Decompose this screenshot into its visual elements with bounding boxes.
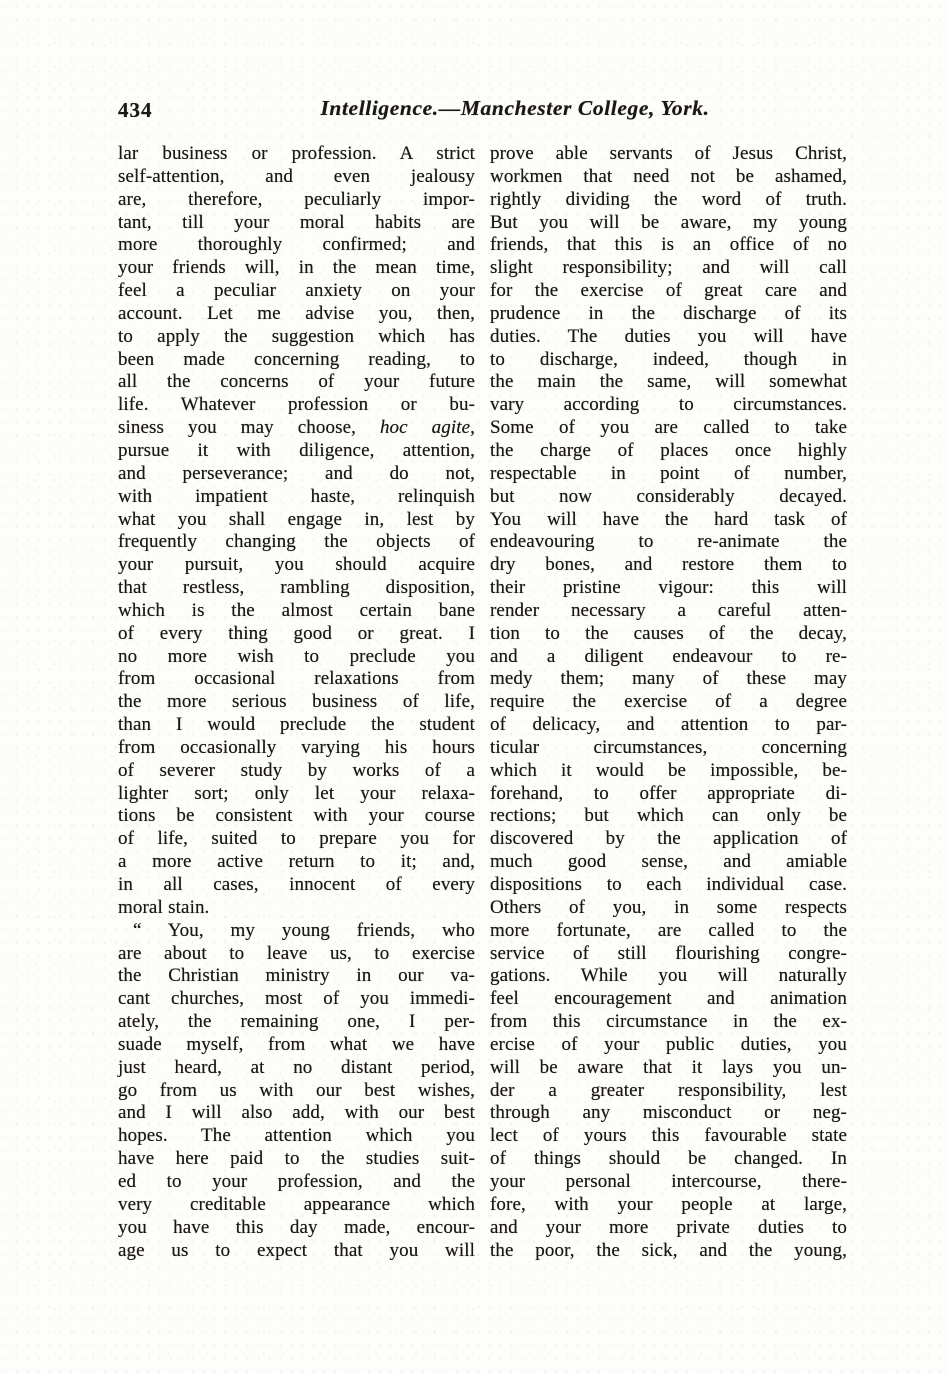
text-line <box>118 486 475 509</box>
text-segment: Some of you are called to take <box>490 417 847 439</box>
text-segment: and perseverance; and do not, <box>118 462 475 484</box>
text-line <box>118 920 475 943</box>
text-segment: slight responsibility; and will call <box>490 257 847 279</box>
text-line <box>118 691 475 714</box>
text-segment: a more active return to it; and, <box>118 851 475 873</box>
text-line <box>490 303 847 326</box>
text-segment: from this circumstance in the ex- <box>490 1011 847 1033</box>
text-line <box>118 737 475 760</box>
text-segment: your personal intercourse, there- <box>490 1170 847 1192</box>
text-line <box>490 600 847 623</box>
text-line <box>118 714 475 737</box>
text-segment: vary according to circumstances. <box>490 394 847 416</box>
text-segment: suade myself, from what we have <box>118 1033 475 1055</box>
text-line <box>490 1217 847 1240</box>
text-segment: will be aware that it lays you un- <box>490 1056 847 1078</box>
text-line <box>490 988 847 1011</box>
text-line <box>490 212 847 235</box>
text-segment: account. Let me advise you, then, <box>118 302 475 324</box>
text-segment: fore, with your people at large, <box>490 1193 847 1215</box>
text-line <box>490 1125 847 1148</box>
text-line <box>490 668 847 691</box>
text-line <box>118 212 475 235</box>
text-segment: your pursuit, you should acquire <box>118 554 475 576</box>
text-segment: “ You, my young friends, who <box>133 919 475 941</box>
text-line <box>490 349 847 372</box>
text-segment: than I would preclude the student <box>118 714 475 736</box>
text-segment: with impatient haste, relinquish <box>118 485 475 507</box>
text-line <box>118 234 475 257</box>
text-segment: duties. The duties you will have <box>490 325 847 347</box>
text-line <box>490 394 847 417</box>
text-line <box>490 920 847 943</box>
text-segment: are about to leave us, to exercise <box>118 942 475 964</box>
text-segment: moral stain. <box>118 896 210 918</box>
text-segment: of life, suited to prepare you for <box>118 828 475 850</box>
text-line <box>490 1240 847 1263</box>
text-line <box>490 486 847 509</box>
text-segment: of delicacy, and attention to par- <box>490 714 847 736</box>
text-line <box>118 371 475 394</box>
text-line <box>118 1034 475 1057</box>
text-line <box>490 897 847 920</box>
text-line <box>490 463 847 486</box>
text-line <box>118 1057 475 1080</box>
text-line <box>490 417 847 440</box>
text-line <box>490 783 847 806</box>
italic-text-segment: hoc agite, <box>379 417 475 439</box>
text-segment: lighter sort; only let your relaxa- <box>118 782 475 804</box>
text-segment: lar business or profession. A strict <box>118 143 475 164</box>
text-line <box>118 1194 475 1217</box>
text-segment: require the exercise of a degree <box>490 691 847 713</box>
text-segment: dry bones, and restore them to <box>490 554 847 576</box>
text-segment: the Christian ministry in our va- <box>118 965 475 987</box>
text-segment: self-attention, and even jealousy <box>118 165 475 187</box>
text-segment: discovered by the application of <box>490 828 847 850</box>
text-segment: tant, till your moral habits are <box>118 211 475 233</box>
text-line <box>490 440 847 463</box>
text-line <box>118 943 475 966</box>
text-segment: which is the almost certain bane <box>118 599 475 621</box>
text-line <box>490 166 847 189</box>
text-line <box>490 257 847 280</box>
text-line <box>490 234 847 257</box>
text-line <box>118 417 475 440</box>
text-line <box>118 668 475 691</box>
text-segment: of every thing good or great. I <box>118 622 475 644</box>
text-line <box>490 805 847 828</box>
text-line <box>490 531 847 554</box>
text-segment: render necessary a careful atten- <box>490 599 847 621</box>
right-column <box>490 143 847 1262</box>
text-line <box>490 691 847 714</box>
text-segment: of severer study by works of a <box>118 759 475 781</box>
text-line <box>490 1011 847 1034</box>
text-segment: workmen that need not be ashamed, <box>490 165 847 187</box>
text-segment: from occasionally varying his hours <box>118 736 475 758</box>
text-segment: medy them; many of these may <box>490 668 847 690</box>
text-segment: which it would be impossible, be- <box>490 759 847 781</box>
text-line <box>118 394 475 417</box>
text-line <box>118 509 475 532</box>
text-line <box>118 326 475 349</box>
text-segment: Others of you, in some respects <box>490 896 847 918</box>
text-line <box>490 143 847 166</box>
text-line <box>490 1102 847 1125</box>
text-segment: and your more private duties to <box>490 1216 847 1238</box>
text-line <box>490 714 847 737</box>
text-line <box>118 851 475 874</box>
text-segment: to apply the suggestion which has <box>118 325 475 347</box>
text-line <box>118 646 475 669</box>
text-line <box>118 303 475 326</box>
text-segment: rections; but which can only be <box>490 805 847 827</box>
text-line <box>118 189 475 212</box>
text-segment: to discharge, indeed, though in <box>490 348 847 370</box>
text-segment: more thoroughly confirmed; and <box>118 234 475 256</box>
text-segment: prudence in the discharge of its <box>490 302 847 324</box>
text-line <box>118 257 475 280</box>
text-segment: rightly dividing the word of truth. <box>490 188 847 210</box>
text-line <box>118 988 475 1011</box>
text-segment: the charge of places once highly <box>490 439 847 461</box>
text-segment: frequently changing the objects of <box>118 531 475 553</box>
left-column <box>118 143 475 1262</box>
text-segment: the main the same, will somewhat <box>490 371 847 393</box>
text-segment: but now considerably decayed. <box>490 485 847 507</box>
text-segment: for the exercise of great care and <box>490 280 847 302</box>
text-segment: their pristine vigour: this will <box>490 577 847 599</box>
text-segment: that restless, rambling disposition, <box>118 577 475 599</box>
text-segment: age us to expect that you will <box>118 1239 475 1261</box>
text-segment: from occasional relaxations from <box>118 668 475 690</box>
text-line <box>118 783 475 806</box>
page-header <box>118 96 848 128</box>
page-number: 434 <box>118 98 153 122</box>
text-segment: go from us with our best wishes, <box>118 1079 475 1101</box>
text-segment: friends, that this is an office of no <box>490 234 847 256</box>
text-segment: the poor, the sick, and the young, <box>490 1239 847 1261</box>
text-line <box>490 371 847 394</box>
text-line <box>118 440 475 463</box>
text-line <box>490 577 847 600</box>
text-segment: gations. While you will naturally <box>490 965 847 987</box>
text-segment: ticular circumstances, concerning <box>490 736 847 758</box>
text-segment: have here paid to the studies suit- <box>118 1148 475 1170</box>
text-line <box>490 1194 847 1217</box>
text-segment: of things should be changed. In <box>490 1148 847 1170</box>
text-line <box>118 897 475 920</box>
text-segment: hopes. The attention which you <box>118 1125 475 1147</box>
text-segment: your friends will, in the mean time, <box>118 257 475 279</box>
text-line <box>490 851 847 874</box>
text-line <box>490 509 847 532</box>
text-line <box>118 166 475 189</box>
text-line <box>490 1171 847 1194</box>
text-line <box>118 965 475 988</box>
text-segment: feel a peculiar anxiety on your <box>118 280 475 302</box>
text-line <box>490 1034 847 1057</box>
text-segment: service of still flourishing congre- <box>490 942 847 964</box>
text-line <box>118 1011 475 1034</box>
text-segment: life. Whatever profession or bu- <box>118 394 475 416</box>
text-line <box>118 1102 475 1125</box>
text-line <box>118 1217 475 1240</box>
text-line <box>118 1171 475 1194</box>
text-segment: der a greater responsibility, lest <box>490 1079 847 1101</box>
text-segment: pursue it with diligence, attention, <box>118 439 475 461</box>
text-segment: ately, the remaining one, I per- <box>118 1011 475 1033</box>
text-line <box>490 554 847 577</box>
text-line <box>118 805 475 828</box>
text-segment: more fortunate, are called to the <box>490 919 847 941</box>
text-line <box>490 646 847 669</box>
text-segment: But you will be aware, my young <box>490 211 847 233</box>
text-segment: through any misconduct or neg- <box>490 1102 847 1124</box>
text-line <box>118 623 475 646</box>
text-line <box>118 760 475 783</box>
text-line <box>118 600 475 623</box>
text-line <box>490 760 847 783</box>
text-line <box>118 143 475 166</box>
text-segment: just heard, at no distant period, <box>118 1056 475 1078</box>
text-line <box>490 189 847 212</box>
text-segment: respectable in point of number, <box>490 462 847 484</box>
text-columns <box>118 143 847 1262</box>
text-segment: no more wish to preclude you <box>118 645 475 667</box>
text-segment: tions be consistent with your course <box>118 805 475 827</box>
text-segment: endeavouring to re-animate the <box>490 531 847 553</box>
text-line <box>490 737 847 760</box>
text-line <box>118 554 475 577</box>
text-segment: in all cases, innocent of every <box>118 874 475 895</box>
text-line <box>490 280 847 303</box>
text-line <box>118 828 475 851</box>
text-line <box>118 874 475 897</box>
text-line <box>118 1240 475 1263</box>
text-line <box>490 1080 847 1103</box>
text-segment: lect of yours this favourable state <box>490 1125 847 1147</box>
text-segment: are, therefore, peculiarly impor- <box>118 188 475 210</box>
text-segment: ed to your profession, and the <box>118 1170 475 1192</box>
text-line <box>490 1148 847 1171</box>
text-segment: all the concerns of your future <box>118 371 475 393</box>
text-segment: forehand, to offer appropriate di- <box>490 782 847 804</box>
text-segment: you have this day made, encour- <box>118 1216 475 1238</box>
running-title: Intelligence.—Manchester College, York. <box>320 96 710 120</box>
text-segment: and I will also add, with our best <box>118 1102 475 1124</box>
text-line <box>490 965 847 988</box>
text-segment: much good sense, and amiable <box>490 851 847 873</box>
text-line <box>490 1057 847 1080</box>
text-segment: prove able servants of Jesus Christ, <box>490 143 847 164</box>
text-segment: cant churches, most of you immedi- <box>118 988 475 1010</box>
text-segment: the more serious business of life, <box>118 691 475 713</box>
text-segment: and a diligent endeavour to re- <box>490 645 847 667</box>
text-line <box>490 326 847 349</box>
text-segment: very creditable appearance which <box>118 1193 475 1215</box>
text-line <box>118 577 475 600</box>
text-line <box>490 828 847 851</box>
text-line <box>490 623 847 646</box>
text-segment: been made concerning reading, to <box>118 348 475 370</box>
text-segment: feel encouragement and animation <box>490 988 847 1010</box>
text-segment: ercise of your public duties, you <box>490 1033 847 1055</box>
text-line <box>490 874 847 897</box>
text-line <box>118 1148 475 1171</box>
text-segment: siness you may choose, <box>118 417 380 439</box>
text-line <box>490 943 847 966</box>
text-line <box>118 349 475 372</box>
text-line <box>118 531 475 554</box>
text-line <box>118 1080 475 1103</box>
text-segment: You will have the hard task of <box>490 508 847 530</box>
text-line <box>118 1125 475 1148</box>
text-line <box>118 463 475 486</box>
text-line <box>118 280 475 303</box>
text-segment: tion to the causes of the decay, <box>490 622 847 644</box>
text-segment: dispositions to each individual case. <box>490 874 847 895</box>
text-segment: what you shall engage in, lest by <box>118 508 475 530</box>
